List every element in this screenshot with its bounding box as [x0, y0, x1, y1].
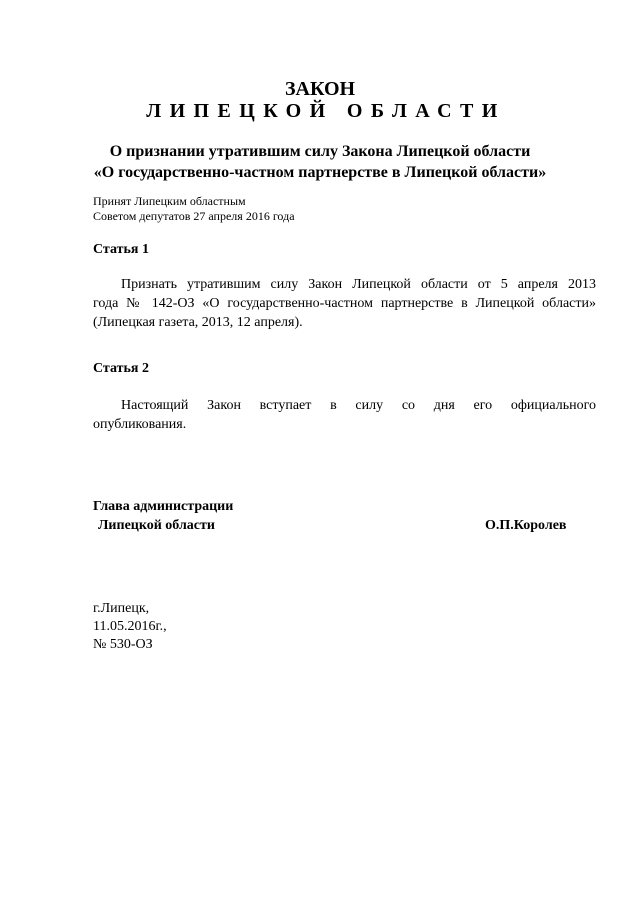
law-region-title: ЛИПЕЦКОЙ ОБЛАСТИ: [146, 100, 506, 122]
footer-date: 11.05.2016г.,: [93, 619, 167, 634]
adoption-note-line2: Советом депутатов 27 апреля 2016 года: [93, 209, 295, 223]
law-title: ЗАКОН: [284, 78, 356, 100]
footer-law-number: № 530-ОЗ: [93, 637, 153, 652]
article-1-line: Признать утратившим силу Закон Липецкой области от 5 апреля 2013: [121, 277, 596, 292]
article-2-text: [93, 396, 596, 434]
footer-city: г.Липецк,: [93, 601, 150, 616]
law-subtitle-line1: О признании утратившим силу Закона Липецкой области: [109, 143, 531, 160]
adoption-note-line1: Принят Липецким областным: [93, 194, 246, 208]
article-1-line: (Липецкая газета, 2013, 12 апреля).: [93, 315, 303, 330]
signatory-position-line2: Липецкой области: [98, 518, 215, 533]
article-1-heading: Статья 1: [93, 242, 149, 257]
article-2-line: Настоящий Закон вступает в силу со дня его официального: [121, 398, 596, 413]
signatory-name: О.П.Королев: [485, 518, 567, 533]
article-2-heading: Статья 2: [93, 361, 149, 376]
law-subtitle-line2: «О государственно-частном партнерстве в Липецкой области»: [93, 164, 547, 181]
article-1-line: года № 142-ОЗ «О государственно-частном партнерстве в Липецкой области»: [93, 296, 596, 311]
article-1-text: [93, 275, 596, 332]
article-2-line: опубликования.: [93, 417, 187, 432]
signatory-position-line1: Глава администрации: [93, 499, 234, 514]
